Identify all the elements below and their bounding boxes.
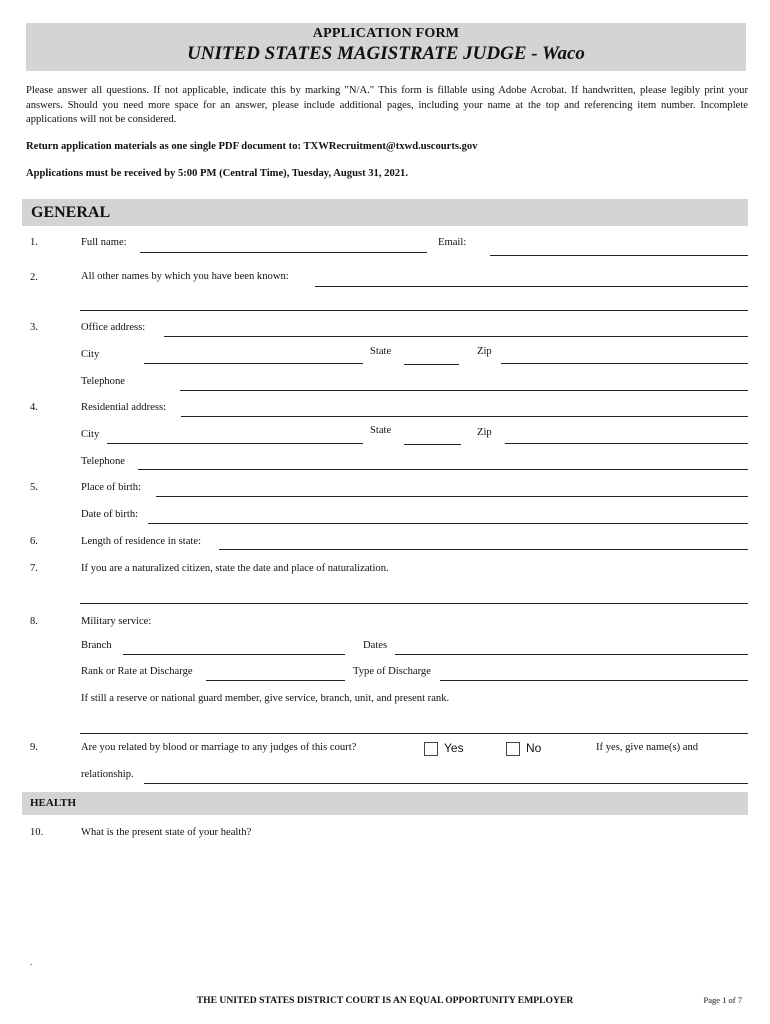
section-general	[22, 199, 748, 226]
return-note: Return application materials as one single PDF document to: TXWRecruitment@txwd.uscourts.gov	[26, 141, 478, 152]
full-name-label: Full name:	[81, 237, 127, 248]
item-number-2: 2.	[30, 272, 38, 283]
office-telephone-field[interactable]	[180, 390, 748, 391]
office-state-label: State	[370, 346, 392, 357]
reserve-label: If still a reserve or national guard member, give service, branch, unit, and present rank.	[81, 693, 450, 704]
place-of-birth-field[interactable]	[156, 496, 748, 497]
residential-telephone-label: Telephone	[81, 456, 125, 467]
branch-label: Branch	[81, 640, 112, 651]
relationship-field[interactable]	[144, 783, 748, 784]
item-number-4: 4.	[30, 402, 38, 413]
other-names-field[interactable]	[315, 286, 748, 287]
place-of-birth-label: Place of birth:	[81, 482, 142, 493]
office-state-field[interactable]	[404, 364, 459, 365]
reserve-field[interactable]	[80, 733, 748, 734]
email-label: Email:	[438, 237, 467, 248]
office-address-label: Office address:	[81, 322, 146, 333]
residential-state-label: State	[370, 425, 392, 436]
rank-field[interactable]	[206, 680, 345, 681]
residential-address-field[interactable]	[181, 416, 748, 417]
residential-state-field[interactable]	[404, 444, 461, 445]
discharge-label: Type of Discharge	[353, 666, 431, 677]
length-residence-field[interactable]	[219, 549, 748, 550]
branch-field[interactable]	[123, 654, 345, 655]
section-health-title: HEALTH	[30, 797, 77, 809]
residential-zip-label: Zip	[477, 427, 492, 438]
item-number-9: 9.	[30, 742, 38, 753]
if-yes-label: If yes, give name(s) and	[596, 742, 699, 753]
residential-address-label: Residential address:	[81, 402, 167, 413]
instructions-text: Please answer all questions. If not applicable, indicate this by marking "N/A." This form is fillable using Adobe Acrobat. If handwritten, please legibly print your answers. Should you need more space for an answer, please include additional pages, including your name at the top and referencing item number. Incomplete applications will not be considered.	[26, 85, 748, 125]
section-general-title: GENERAL	[31, 204, 111, 221]
deadline-note: Applications must be received by 5:00 PM (Central Time), Tuesday, August 31, 2021.	[26, 168, 408, 179]
yes-label: Yes	[444, 741, 464, 755]
form-subtitle: UNITED STATES MAGISTRATE JUDGE - Waco	[187, 43, 585, 64]
page-number: Page 1 of 7	[703, 995, 742, 1005]
residential-city-field[interactable]	[107, 443, 363, 444]
office-telephone-label: Telephone	[81, 376, 125, 387]
military-label: Military service:	[81, 616, 152, 627]
residential-zip-field[interactable]	[505, 443, 748, 444]
email-field[interactable]	[490, 255, 748, 256]
full-name-field[interactable]	[140, 252, 427, 253]
other-names-label: All other names by which you have been known:	[81, 271, 289, 282]
office-city-label: City	[81, 349, 100, 360]
discharge-field[interactable]	[440, 680, 748, 681]
no-checkbox[interactable]	[506, 742, 520, 756]
item-number-6: 6.	[30, 536, 38, 547]
office-address-field[interactable]	[164, 336, 748, 337]
footer-text: THE UNITED STATES DISTRICT COURT IS AN EQUAL OPPORTUNITY EMPLOYER	[196, 995, 574, 1006]
office-city-field[interactable]	[144, 363, 363, 364]
relationship-label: relationship.	[81, 769, 134, 780]
health-question-label: What is the present state of your health?	[81, 827, 252, 838]
form-header	[26, 23, 746, 71]
date-of-birth-field[interactable]	[148, 523, 748, 524]
rank-label: Rank or Rate at Discharge	[81, 666, 193, 677]
item-number-5: 5.	[30, 482, 38, 493]
office-zip-field[interactable]	[501, 363, 748, 364]
residential-city-label: City	[81, 429, 100, 440]
stray-mark: .	[30, 957, 33, 967]
yes-checkbox[interactable]	[424, 742, 438, 756]
dates-field[interactable]	[395, 654, 748, 655]
no-label: No	[526, 741, 542, 755]
section-health	[22, 792, 748, 815]
item-number-7: 7.	[30, 563, 38, 574]
naturalized-field[interactable]	[80, 603, 748, 604]
office-zip-label: Zip	[477, 346, 492, 357]
other-names-field-2[interactable]	[80, 310, 748, 311]
residential-telephone-field[interactable]	[138, 469, 748, 470]
related-label: Are you related by blood or marriage to any judges of this court?	[81, 742, 357, 753]
date-of-birth-label: Date of birth:	[81, 509, 139, 520]
item-number-3: 3.	[30, 322, 38, 333]
item-number-8: 8.	[30, 616, 38, 627]
length-residence-label: Length of residence in state:	[81, 536, 202, 547]
item-number-10: 10.	[30, 827, 44, 838]
form-title: APPLICATION FORM	[312, 26, 460, 41]
dates-label: Dates	[363, 640, 388, 651]
item-number-1: 1.	[30, 237, 38, 248]
naturalized-label: If you are a naturalized citizen, state the date and place of naturalization.	[81, 563, 389, 574]
